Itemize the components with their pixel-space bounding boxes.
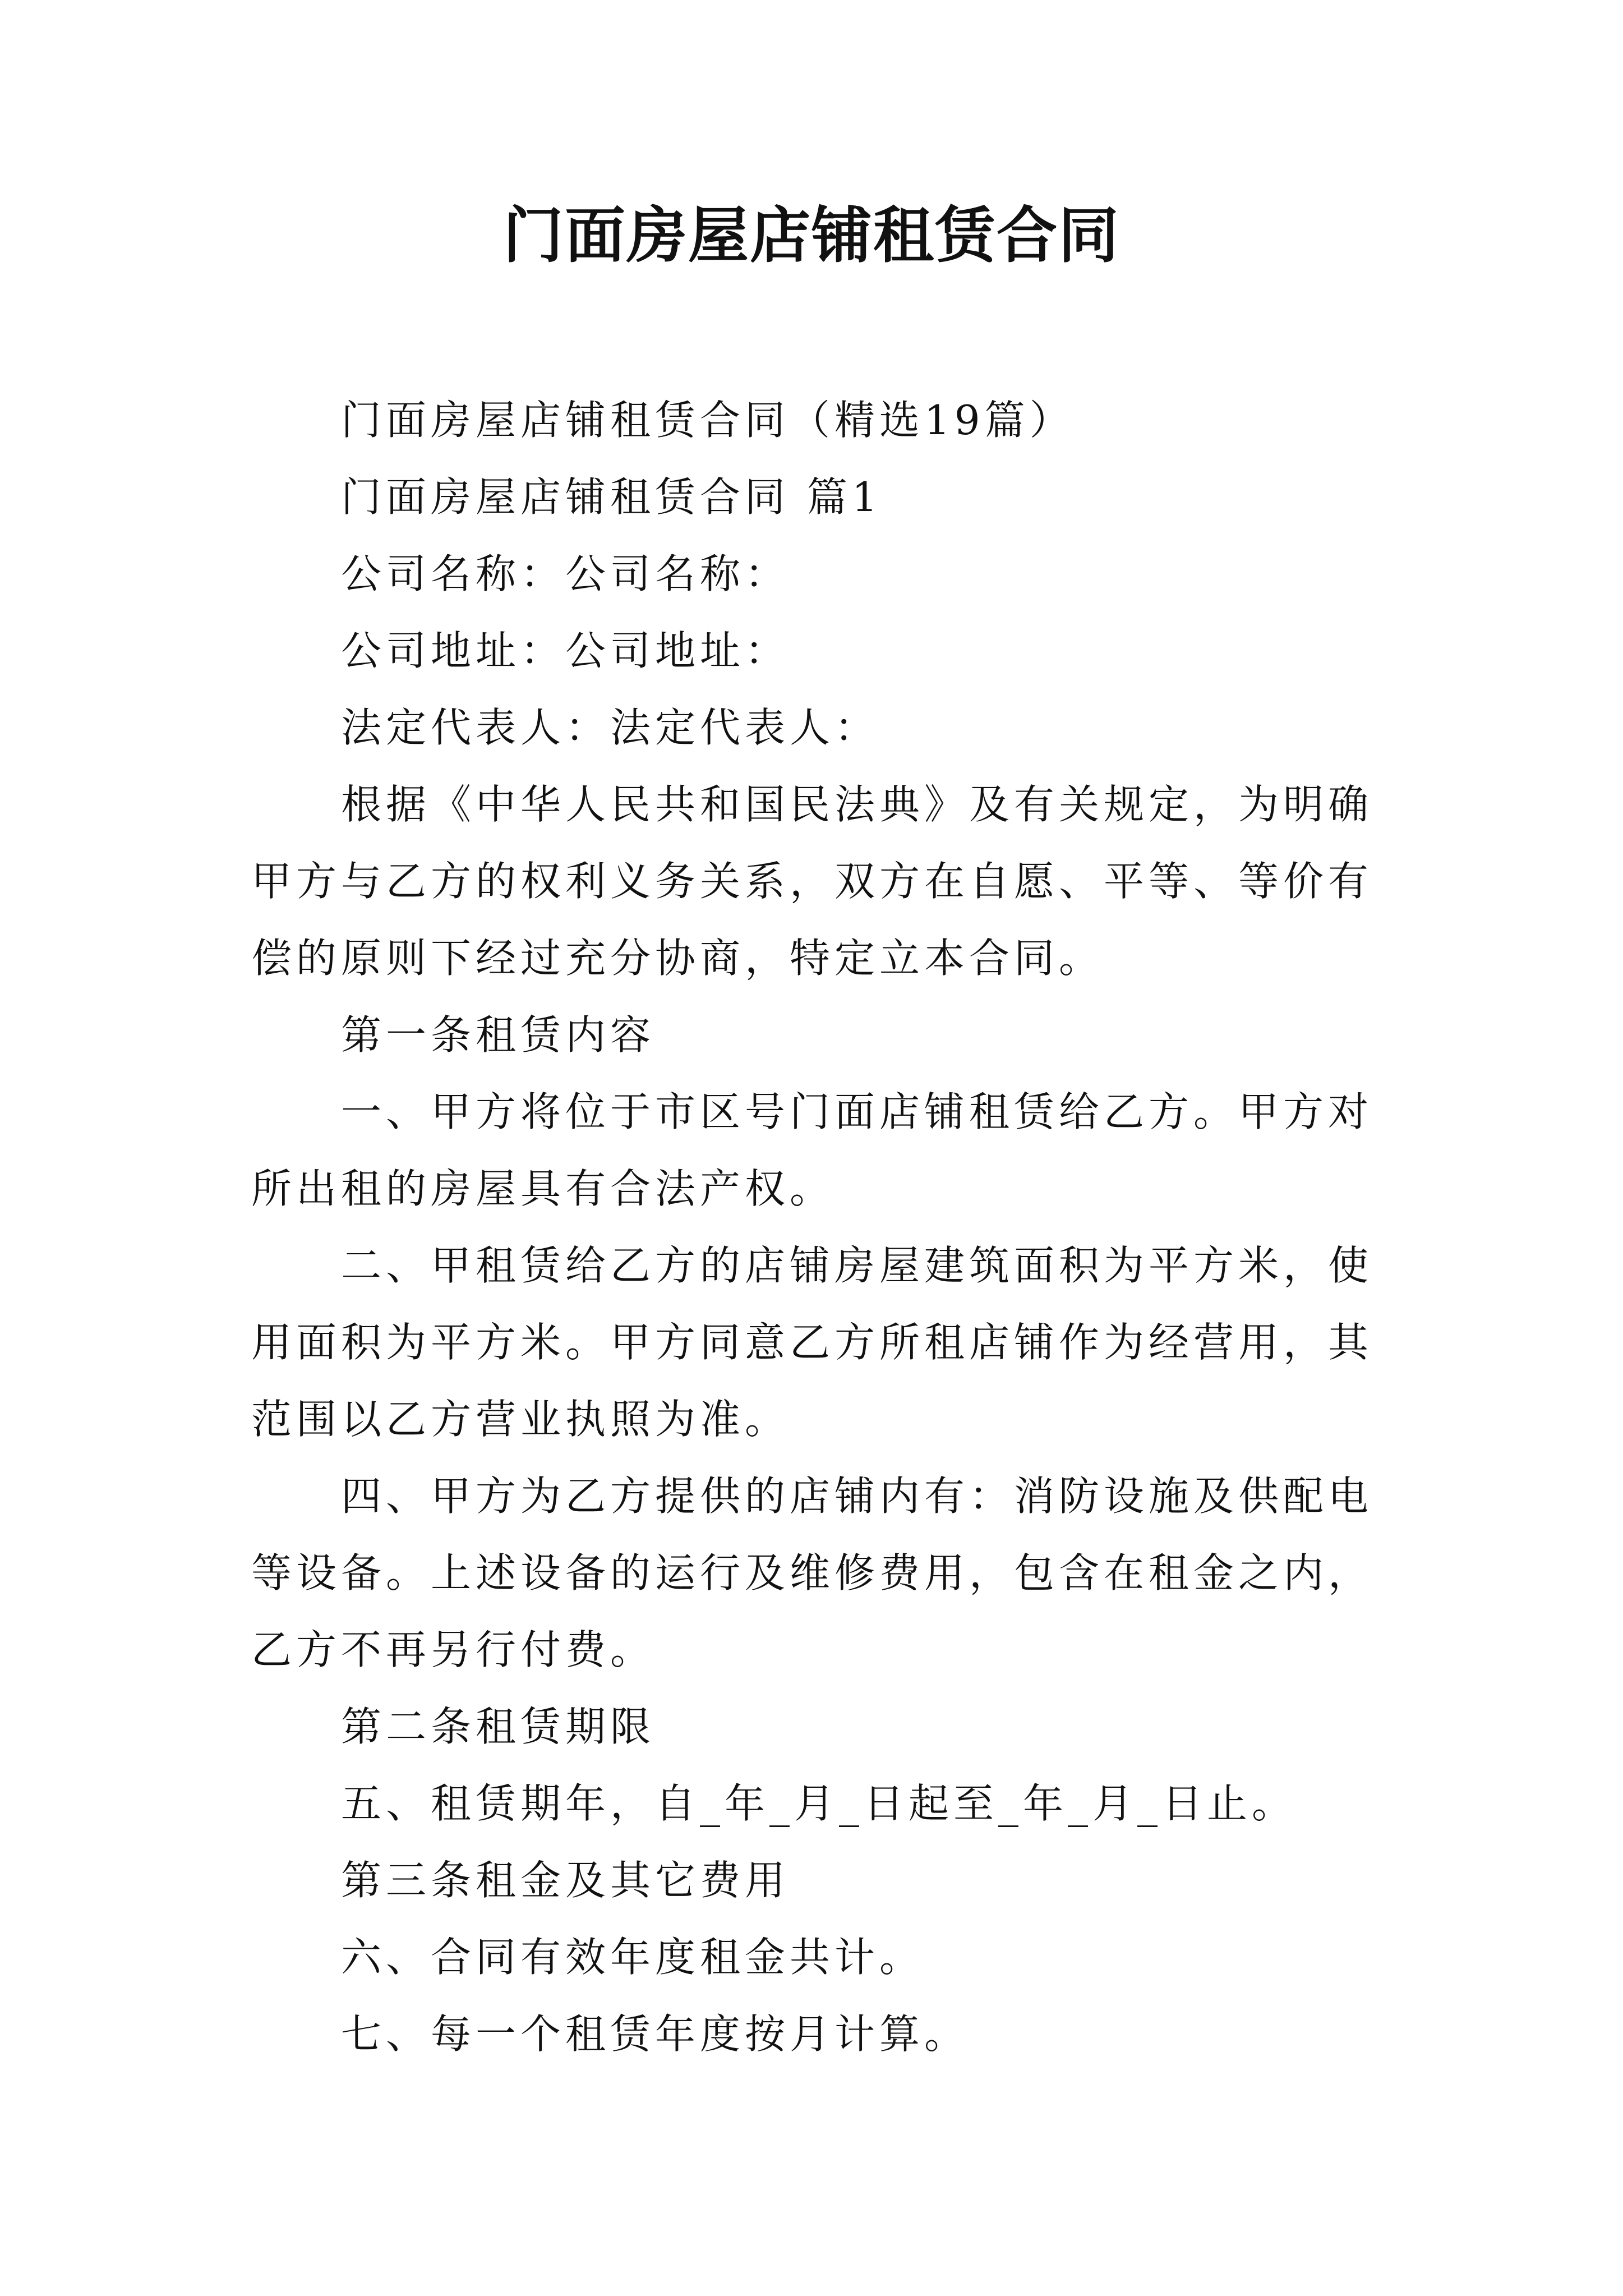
paragraph-subtitle: 门面房屋店铺租赁合同（精选19篇）	[341, 397, 1075, 444]
paragraph-company-name: 公司名称：公司名称：	[341, 550, 790, 597]
paragraph-article-3-heading: 第三条租金及其它费用	[341, 1857, 790, 1904]
paragraph-preamble: 根据《中华人民共和国民法典》及有关规定，为明确甲方与乙方的权利义务关系，双方在自愿、平等、等价有偿的原则下经过充分协商，特定立本合同。	[251, 781, 1373, 982]
paragraph-clause-1: 一、甲方将位于市区号门面店铺租赁给乙方。甲方对所出租的房屋具有合法产权。	[251, 1088, 1373, 1212]
document-title: 门面房屋店铺租赁合同	[502, 200, 1120, 271]
paragraph-clause-7: 七、每一个租赁年度按月计算。	[341, 2010, 970, 2058]
paragraph-section-heading: 门面房屋店铺租赁合同 篇1	[341, 473, 882, 521]
paragraph-clause-4: 四、甲方为乙方提供的店铺内有：消防设施及供配电等设备。上述设备的运行及维修费用，包含在租金之内，乙方不再另行付费。	[251, 1473, 1373, 1673]
paragraph-article-2-heading: 第二条租赁期限	[341, 1703, 656, 1750]
paragraph-clause-5: 五、租赁期年，自_年_月_日起至_年_月_日止。	[341, 1780, 1297, 1827]
document-body	[251, 382, 1373, 2073]
paragraph-company-address: 公司地址：公司地址：	[341, 627, 790, 674]
paragraph-article-1-heading: 第一条租赁内容	[341, 1011, 656, 1059]
paragraph-clause-2: 二、甲租赁给乙方的店铺房屋建筑面积为平方米，使用面积为平方米。甲方同意乙方所租店铺作为经营用，其范围以乙方营业执照为准。	[251, 1242, 1373, 1443]
paragraph-clause-6: 六、合同有效年度租金共计。	[341, 1934, 925, 1981]
paragraph-legal-representative: 法定代表人：法定代表人：	[341, 704, 880, 751]
